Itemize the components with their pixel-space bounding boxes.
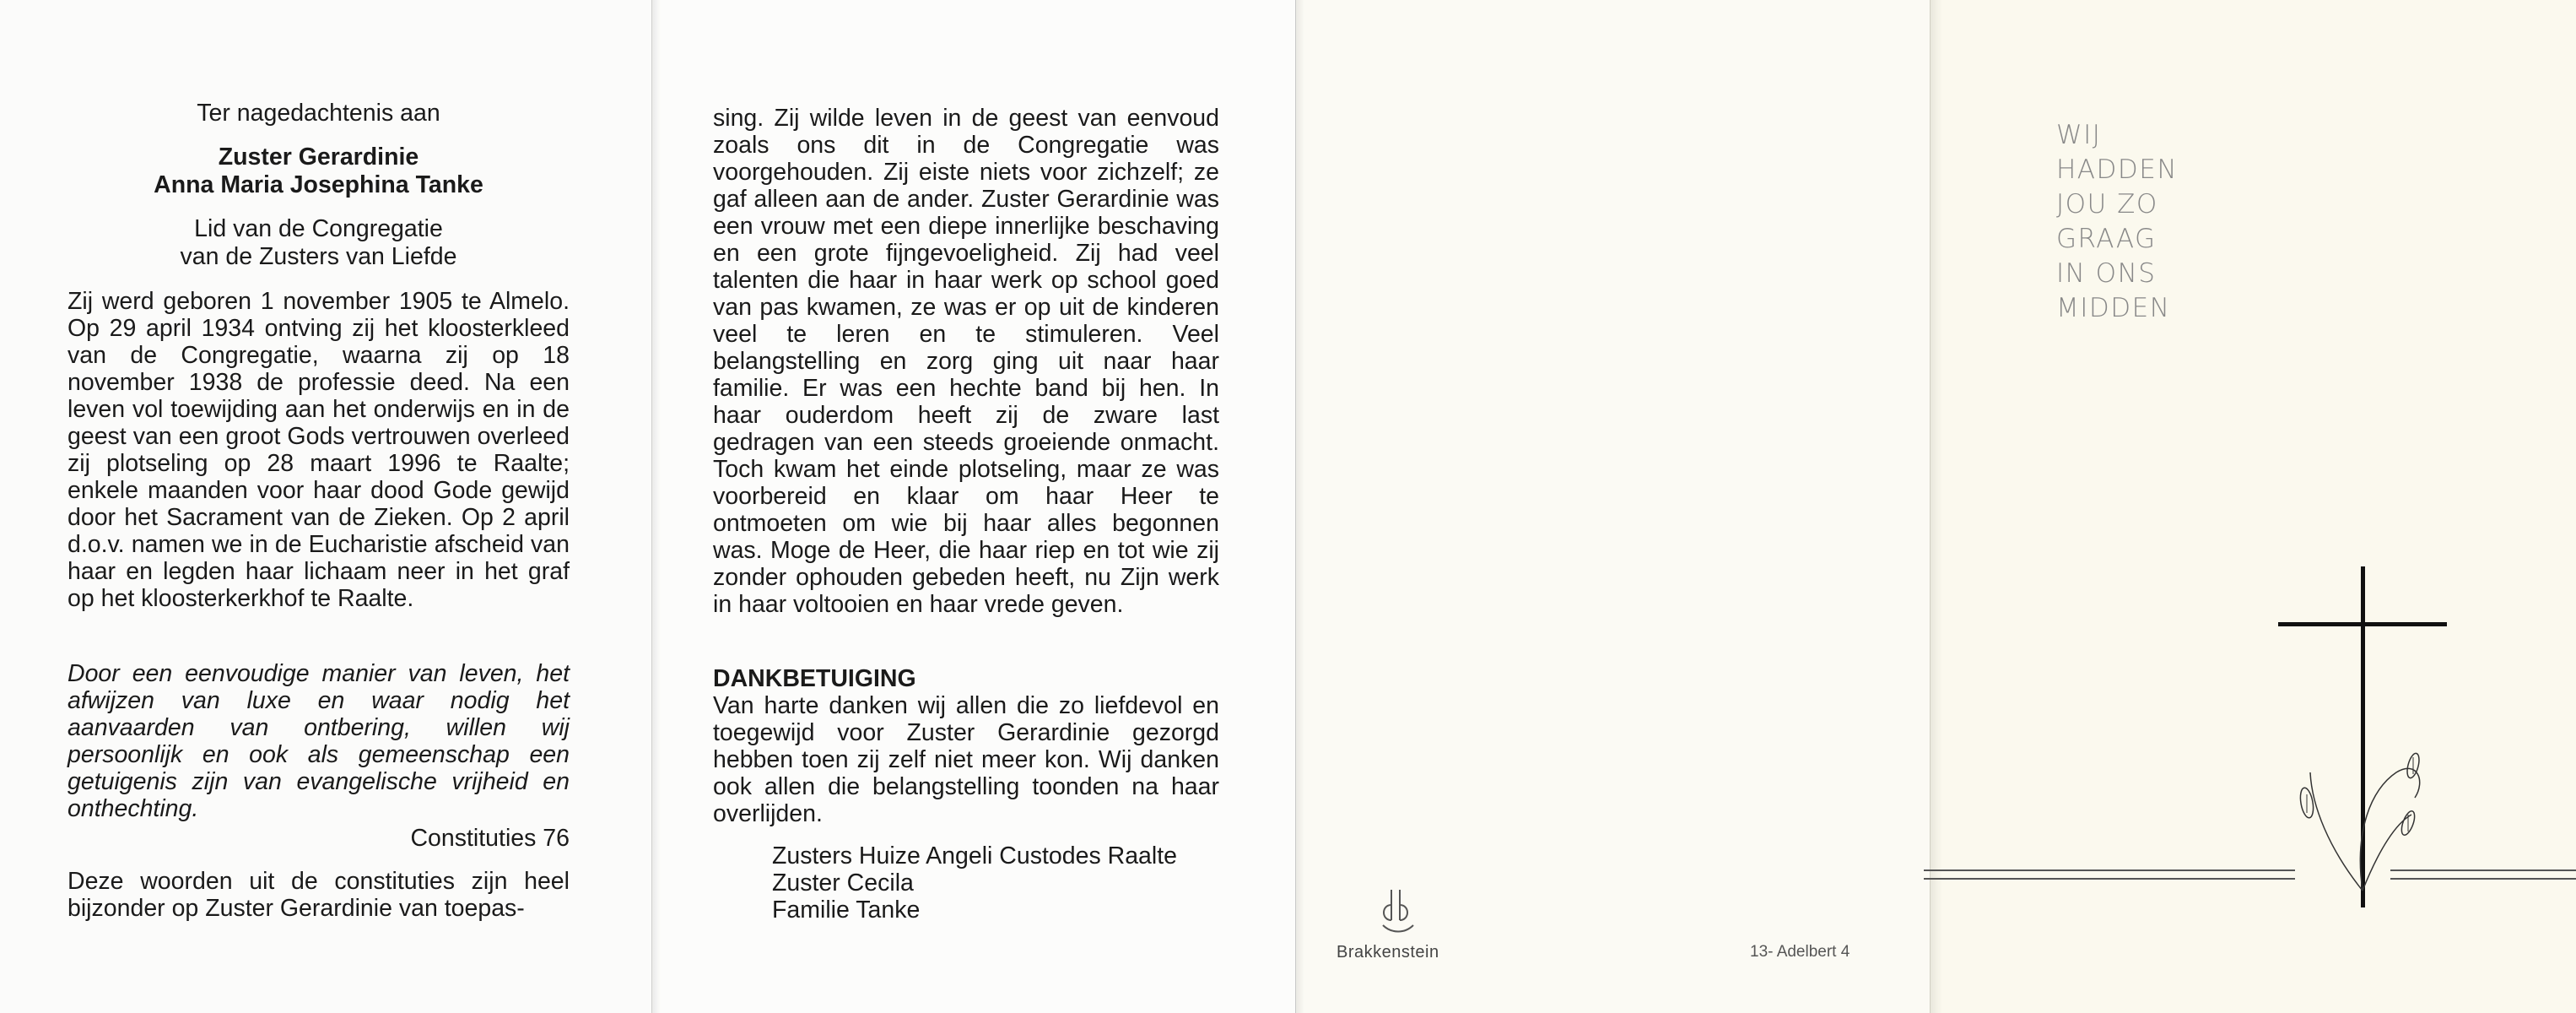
poem-line: JOU ZO <box>2056 189 2158 219</box>
signatory: Familie Tanke <box>772 897 921 924</box>
horizontal-rule <box>1924 869 2295 871</box>
role-line-1: Lid van de Congregatie <box>194 215 443 242</box>
poem-line: IN ONS <box>2056 258 2157 289</box>
poem-line: GRAAG <box>2056 224 2157 254</box>
memorial-heading: Ter nagedachtenis aan <box>197 100 440 127</box>
closing-paragraph: Deze woorden uit de constituties zijn heel bijzonder op Zuster Gerardinie van toepas- <box>68 868 570 922</box>
poem-line: HADDEN <box>2056 154 2179 185</box>
horizontal-rule <box>1924 878 2295 880</box>
fold-shadow <box>652 0 661 1013</box>
card-panel-3 <box>1295 0 1930 1013</box>
thanks-heading: DANKBETUIGING <box>713 665 916 692</box>
print-code: 13- Adelbert 4 <box>1750 943 1850 961</box>
signatory: Zuster Cecila <box>772 869 914 897</box>
name-line-2: Anna Maria Josephina Tanke <box>154 171 483 198</box>
thanks-paragraph: Van harte danken wij allen die zo liefdevol en toegewijd voor Zuster Gerardinie gezorgd hebben toen zij zelf niet meer kon. Wij danken ook allen die belangstelling toonden na haar overlijden. <box>713 692 1219 827</box>
poem-text <box>2056 118 2178 326</box>
brakkenstein-logo-icon <box>1376 886 1420 937</box>
card-panel-1 <box>0 0 651 1013</box>
card-panel-2 <box>651 0 1295 1013</box>
card-panel-4 <box>1930 0 2576 1013</box>
name-line-1: Zuster Gerardinie <box>218 144 419 171</box>
publisher-label: Brakkenstein <box>1337 943 1439 962</box>
role-line-2: van de Zusters van Liefde <box>180 243 457 270</box>
quote-source: Constituties 76 <box>410 825 570 852</box>
signatory: Zusters Huize Angeli Custodes Raalte <box>772 842 1177 869</box>
fold-shadow <box>1296 0 1304 1013</box>
poem-line: WIJ <box>2056 120 2102 150</box>
poem-line: MIDDEN <box>2056 293 2171 323</box>
cross-with-flowers-icon <box>2270 561 2455 916</box>
constitution-quote: Door een eenvoudige manier van leven, het afwijzen van luxe en waar nodig het aanvaarden van ontbering, willen wij persoonlijk en ook als gemeenschap een getuigenis zijn van evangelische vrijheid en onthechting. <box>68 660 570 822</box>
biography-paragraph: Zij werd geboren 1 november 1905 te Almelo. Op 29 april 1934 ontving zij het kloosterkleed van de Congregatie, waarna zij op 18 november 1938 de professie deed. Na een leven vol toewijding aan het onderwijs en in de geest van een groot Gods vertrouwen overleed zij plotseling op 28 maart 1996 te Raalte; enkele maanden voor haar dood Gode gewijd door het Sacrament van de Zieken. Op 2 april d.o.v. namen we in de Eucharistie afscheid van haar en legden haar lichaam neer in het graf op het kloosterkerkhof te Raalte. <box>68 288 570 612</box>
continuation-paragraph: sing. Zij wilde leven in de geest van eenvoud zoals ons dit in de Congregatie was voorgehouden. Zij eiste niets voor zichzelf; ze gaf alleen aan de ander. Zuster Gerardinie was een vrouw met een diepe innerlijke beschaving en een grote fijngevoeligheid. Zij had veel talenten die haar in haar werk op school goed van pas kwamen, ze was er op uit de kinderen veel te leren en te stimuleren. Veel belangstelling en zorg ging uit naar haar familie. Er was een hechte band bij hen. In haar ouderdom heeft zij de zware last gedragen van een steeds groeiende onmacht. Toch kwam het einde plotseling, maar ze was voorbereid en klaar om haar Heer te ontmoeten om wie bij haar alles begonnen was. Moge de Heer, die haar riep en tot wie zij zonder ophouden gebeden heeft, nu Zijn werk in haar voltooien en haar vrede geven. <box>713 105 1219 618</box>
fold-shadow <box>1931 0 1942 1013</box>
